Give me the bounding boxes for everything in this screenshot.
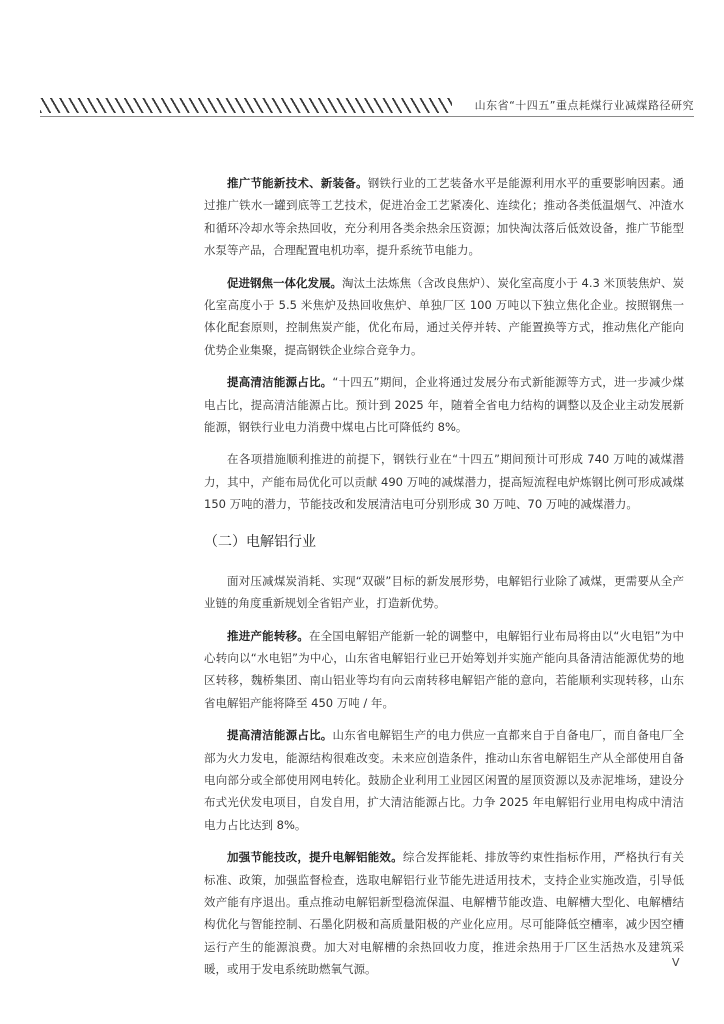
paragraph-text: 山东省电解铝生产的电力供应一直都来自于自备电厂，而自备电厂全部为火力发电，能源结构很难改变。未来应创造条件，推动山东省电解铝生产从全部使用自备电向部分或全部使用网电转化。鼓励企业利用工业园区闲置的屋顶资源以及赤泥堆场，建设分布式光伏发电项目，自发自用，扩大清洁能源占比。力争 2025 年电解铝行业用电构成中清洁电力占比达到 8%。 — [204, 728, 684, 832]
section-heading-aluminum: （二）电解铝行业 — [204, 533, 316, 550]
paragraph-lead: 加强节能技改，提升电解铝能效。 — [227, 850, 403, 865]
header-divider — [40, 116, 694, 117]
paragraph-lead: 推进产能转移。 — [227, 628, 309, 643]
paragraph-lead: 推广节能新技术、新装备。 — [227, 176, 368, 190]
paragraph-aluminum-intro — [204, 570, 684, 615]
paragraph-text: 在全国电解铝产能新一轮的调整中，电解铝行业布局将由以“火电铝”为中心转向以“水电铝”为中心，山东省电解铝行业已开始筹划并实施产能向具备清洁能源优势的地区转移，魏桥集团、南山铝业等均有向云南转移电解铝产能的意向，若能顺利实现转移，山东省电解铝产能将降至 450 万吨 / 年。 — [204, 628, 684, 710]
paragraph-text: 钢铁行业的工艺装备水平是能源利用水平的重要影响因素。通过推广铁水一罐到底等工艺技术，促进冶金工艺紧凑化、连续化；推动各类低温烟气、冲渣水和循环冷却水等余热回收，充分利用各类余热余压资源；加快淘汰落后低效设备，推广节能型水泵等产品，合理配置电机功率，提升系统节电能力。 — [204, 176, 685, 258]
header-title: 山东省“十四五”重点耗煤行业减煤路径研究 — [474, 99, 694, 112]
paragraph-text: 综合发挥能耗、排放等约束性指标作用，严格执行有关标准、政策，加强监督检查，选取电解铝行业节能先进适用技术，支持企业实施改造，引导低效产能有序退出。重点推动电解铝新型稳流保温、电解槽节能改造、电解槽大型化、电解槽结构优化与智能控制、石墨化阴极和高质量阳极的产业化应用。尽可能降低空槽率，减少因空槽运行产生的能源浪费。加大对电解槽的余热回收力度，推进余热用于厂区生活热水及建筑采暖，或用于发电系统助燃氧气源。 — [204, 850, 685, 977]
paragraph-steel-summary — [204, 448, 684, 515]
page-number: V — [672, 956, 680, 969]
paragraph-text: “十四五”期间，企业将通过发展分布式新能源等方式，进一步减少煤电占比，提高清洁能源占比。预计到 2025 年，随着全省电力结构的调整以及企业主动发展新能源，钢铁行业电力消费中煤电占比可降低约 8%。 — [204, 375, 685, 435]
paragraph-clean-energy-steel — [204, 371, 684, 438]
paragraph-lead: 提高清洁能源占比。 — [227, 728, 333, 743]
paragraph-text: 面对压减煤炭消耗、实现“双碳”目标的新发展形势，电解铝行业除了减煤，更需要从全产业链的角度重新规划全省铝产业，打造新优势。 — [204, 573, 684, 611]
paragraph-efficiency-retrofit — [204, 846, 684, 980]
paragraph-clean-energy-aluminum — [204, 724, 684, 836]
body-content — [204, 172, 684, 991]
paragraph-steel-coke-integration — [204, 272, 684, 362]
paragraph-energy-saving-tech — [204, 172, 684, 262]
decorative-hatch-bar — [40, 98, 452, 113]
paragraph-text: 淘汰土法炼焦（含改良焦炉）、炭化室高度小于 4.3 米顶装焦炉、炭化室高度小于 5.5 米焦炉及热回收焦炉、单独厂区 100 万吨以下独立焦化企业。按照钢焦一体化配套原则，控制焦炭产能，优化布局，通过关停并转、产能置换等方式，推动焦化产能向优势企业集聚，提高钢铁企业综合竞争力。 — [204, 275, 684, 357]
paragraph-lead: 提高清洁能源占比。 — [227, 375, 333, 390]
paragraph-lead: 促进钢焦一体化发展。 — [227, 275, 343, 290]
paragraph-capacity-transfer — [204, 625, 684, 715]
paragraph-text: 在各项措施顺利推进的前提下，钢铁行业在“十四五”期间预计可形成 740 万吨的减煤潜力，其中，产能布局优化可以贡献 490 万吨的减煤潜力，提高短流程电炉炼钢比例可形成减煤 150 万吨的潜力，节能技改和发展清洁电可分别形成 30 万吨、70 万吨的减煤潜力。 — [204, 452, 684, 512]
page-header — [40, 98, 694, 114]
